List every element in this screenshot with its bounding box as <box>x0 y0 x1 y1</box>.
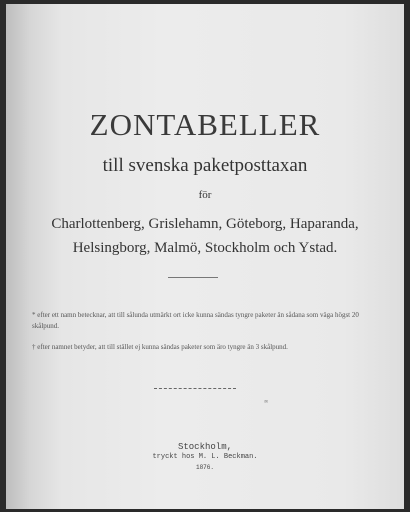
imprint-printer: tryckt hos M. L. Beckman. <box>152 453 258 461</box>
cities-line-2: Helsingborg, Malmö, Stockholm och Ystad. <box>72 240 338 256</box>
dashed-divider <box>154 388 236 389</box>
ornament-mark: ∞ <box>264 399 269 405</box>
page-subtitle: till svenska paketposttaxan <box>102 155 308 176</box>
footnote-asterisk: * efter ett namn betecknar, att till sålunda utmärkt ort icke kunna sändas tyngre paketer än sådana som väga högst 20 skålpund. <box>32 311 359 330</box>
page-title: ZONTABELLER <box>89 107 321 142</box>
cities-line-1: Charlottenberg, Grislehamn, Göteborg, Haparanda, <box>51 216 359 232</box>
imprint-year: 1876. <box>195 464 214 471</box>
document-page <box>6 4 404 509</box>
divider-rule <box>168 277 218 278</box>
footnote-dagger: † efter namnet betyder, att till stället ej kunna sändas paketer som äro tyngre än 3 skålpund. <box>32 343 288 351</box>
for-label: för <box>198 189 212 201</box>
imprint-city: Stockholm, <box>177 442 232 452</box>
